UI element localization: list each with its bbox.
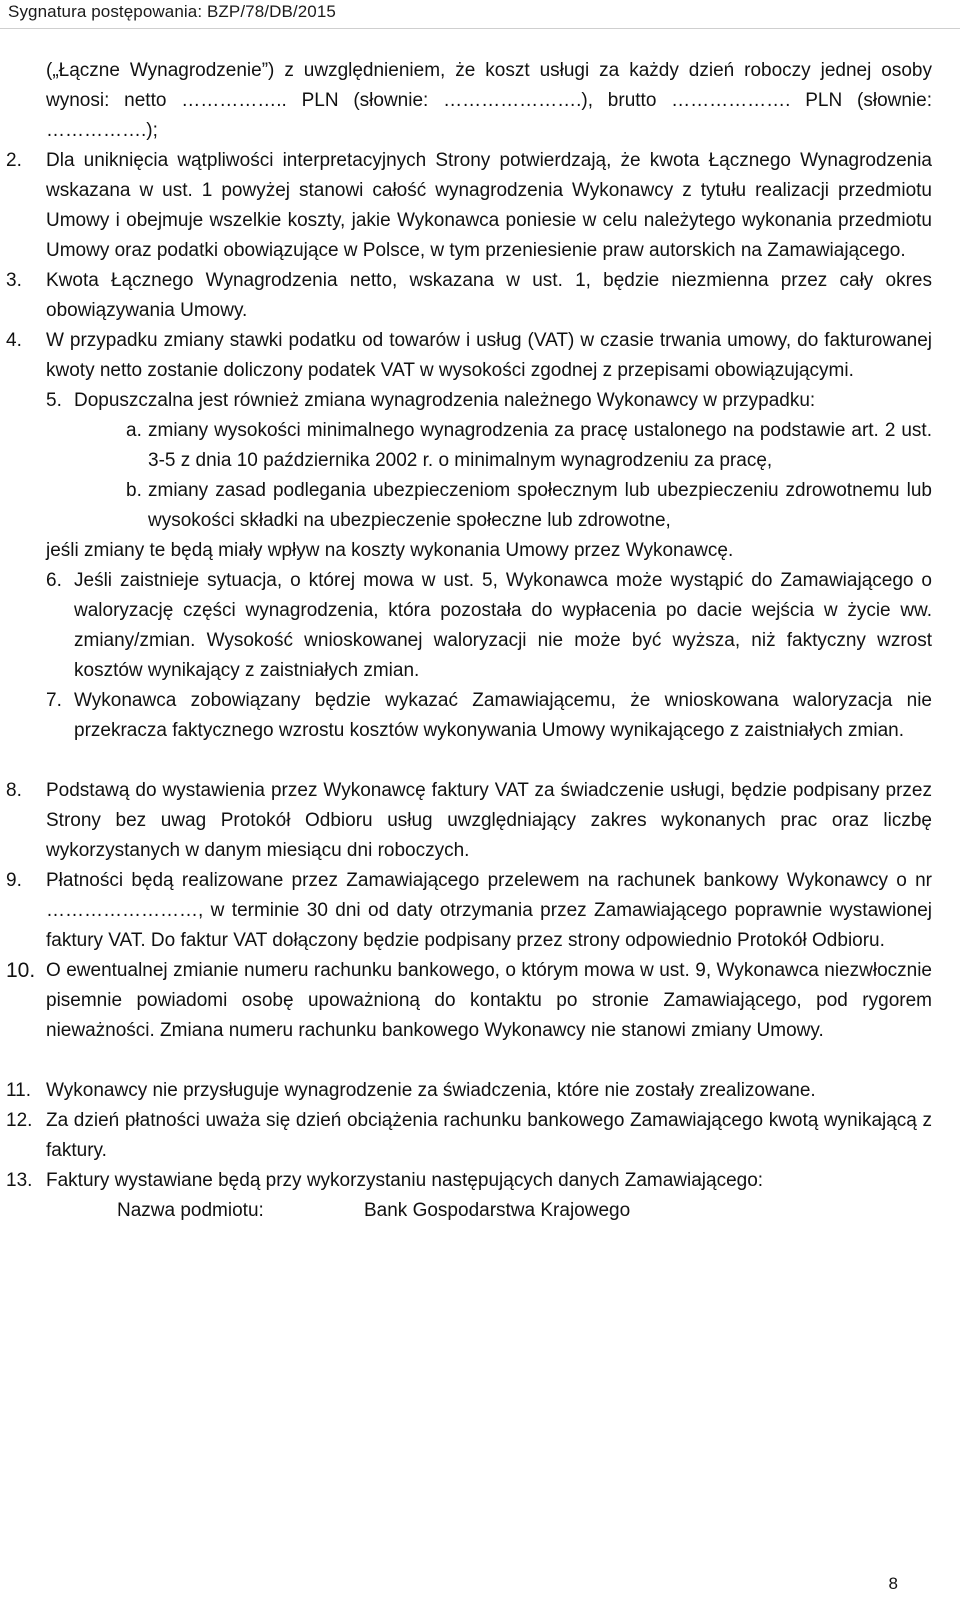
item-letter: b. (126, 480, 142, 501)
invoice-entity-row (0, 1196, 960, 1226)
item-text: („Łączne Wynagrodzenie”) z uwzględnieniem, że koszt usługi za każdy dzień roboczy jednej osoby wynosi: netto …………….. PLN (słownie: ………………….), brutto ………………. PLN (słownie: …………….); (46, 60, 932, 141)
item-text: zmiany wysokości minimalnego wynagrodzenia za pracę ustalonego na podstawie art. 2 ust. 3-5 z dnia 10 października 2002 r. o minimalnym wynagrodzeniu za pracę, (148, 420, 932, 471)
item-text: Za dzień płatności uważa się dzień obciążenia rachunku bankowego Zamawiającego kwotą wynikającą z faktury. (46, 1110, 932, 1161)
item-text: W przypadku zmiany stawki podatku od towarów i usług (VAT) w czasie trwania umowy, do fakturowanej kwoty netto zostanie doliczony podatek VAT w wysokości zgodnej z przepisami obowiązującymi. (46, 330, 932, 381)
list-continuation (0, 536, 960, 566)
item-number: 6. (46, 570, 62, 591)
list-item (0, 386, 960, 416)
invoice-entity-label: Nazwa podmiotu: (117, 1200, 264, 1221)
sub-list-item (0, 476, 960, 536)
list-item (0, 56, 960, 146)
item-number: 12. (6, 1110, 33, 1131)
list-item (0, 326, 960, 386)
item-number: 2. (6, 150, 22, 171)
item-text: Płatności będą realizowane przez Zamawiającego przelewem na rachunek bankowy Wykonawcy o nr ……………………, w terminie 30 dni od daty otrzymania przez Zamawiającego poprawnie wystawionej faktury VAT. Do faktur VAT dołączony będzie podpisany przez strony odpowiednio Protokół Odbioru. (46, 870, 932, 951)
list-item (0, 566, 960, 686)
item-text: Kwota Łącznego Wynagrodzenia netto, wskazana w ust. 1, będzie niezmienna przez cały okres obowiązywania Umowy. (46, 270, 932, 321)
item-number: 7. (46, 690, 62, 711)
list-item (0, 1166, 960, 1196)
item-text: Faktury wystawiane będą przy wykorzystaniu następujących danych Zamawiającego: (46, 1170, 764, 1191)
item-number: 8. (6, 780, 22, 801)
item-text: Wykonawca zobowiązany będzie wykazać Zamawiającemu, że wnioskowana waloryzacja nie przekracza faktycznego wzrostu kosztów wykonywania Umowy wynikającego z zaistniałych zmian. (74, 690, 932, 741)
item-text: jeśli zmiany te będą miały wpływ na koszty wykonania Umowy przez Wykonawcę. (46, 540, 734, 561)
list-item (0, 266, 960, 326)
item-number: 4. (6, 330, 22, 351)
item-text: Jeśli zaistnieje sytuacja, o której mowa w ust. 5, Wykonawca może wystąpić do Zamawiającego o waloryzację części wynagrodzenia, która pozostała do wypłacenia po dacie wejścia w życie ww. zmiany/zmian. Wysokość wnioskowanej waloryzacji nie może być wyższa, niż faktyczny wzrost kosztów wynikający z zaistniałych zmian. (74, 570, 932, 681)
list-item (0, 1106, 960, 1166)
item-number: 9. (6, 870, 22, 891)
page-header (0, 0, 960, 29)
invoice-entity-value: Bank Gospodarstwa Krajowego (364, 1200, 631, 1221)
list-item (0, 146, 960, 266)
list-item (0, 956, 960, 1046)
list-item (0, 1076, 960, 1106)
item-text: Wykonawcy nie przysługuje wynagrodzenie za świadczenia, które nie zostały zrealizowane. (46, 1080, 816, 1101)
list-item (0, 776, 960, 866)
item-number: 11. (6, 1080, 32, 1101)
item-text: Dla uniknięcia wątpliwości interpretacyjnych Strony potwierdzają, że kwota Łącznego Wynagrodzenia wskazana w ust. 1 powyżej stanowi całość wynagrodzenia Wykonawcy z tytułu realizacji przedmiotu Umowy i obejmuje wszelkie koszty, jakie Wykonawca poniesie w celu należytego wykonania przedmiotu Umowy oraz podatki obowiązujące w Polsce, w tym przeniesienie praw autorskich na Zamawiającego. (46, 150, 932, 261)
item-number: 10. (6, 959, 36, 982)
page-number: 8 (888, 1574, 898, 1593)
item-number: 5. (46, 390, 62, 411)
sub-list-item (0, 416, 960, 476)
item-text: O ewentualnej zmianie numeru rachunku bankowego, o którym mowa w ust. 9, Wykonawca niezwłocznie pisemnie powiadomi osobę upoważnioną do kontaktu po stronie Zamawiającego, pod rygorem nieważności. Zmiana numeru rachunku bankowego Wykonawcy nie stanowi zmiany Umowy. (46, 960, 932, 1041)
item-text: Dopuszczalna jest również zmiana wynagrodzenia należnego Wykonawcy w przypadku: (74, 390, 816, 411)
document-body (0, 56, 960, 1226)
item-text: zmiany zasad podlegania ubezpieczeniom społecznym lub ubezpieczeniu zdrowotnemu lub wysokości składki na ubezpieczenie społeczne lub zdrowotne, (148, 480, 932, 531)
item-text: Podstawą do wystawienia przez Wykonawcę faktury VAT za świadczenie usługi, będzie podpisany przez Strony bez uwag Protokół Odbioru usług uwzględniający zakres wykonanych prac oraz liczbę wykorzystanych w danym miesiącu dni roboczych. (46, 780, 932, 861)
list-item (0, 866, 960, 956)
item-letter: a. (126, 420, 142, 441)
item-number: 13. (6, 1170, 33, 1191)
item-number: 3. (6, 270, 22, 291)
case-reference: Sygnatura postępowania: BZP/78/DB/2015 (8, 2, 336, 21)
list-item (0, 686, 960, 746)
